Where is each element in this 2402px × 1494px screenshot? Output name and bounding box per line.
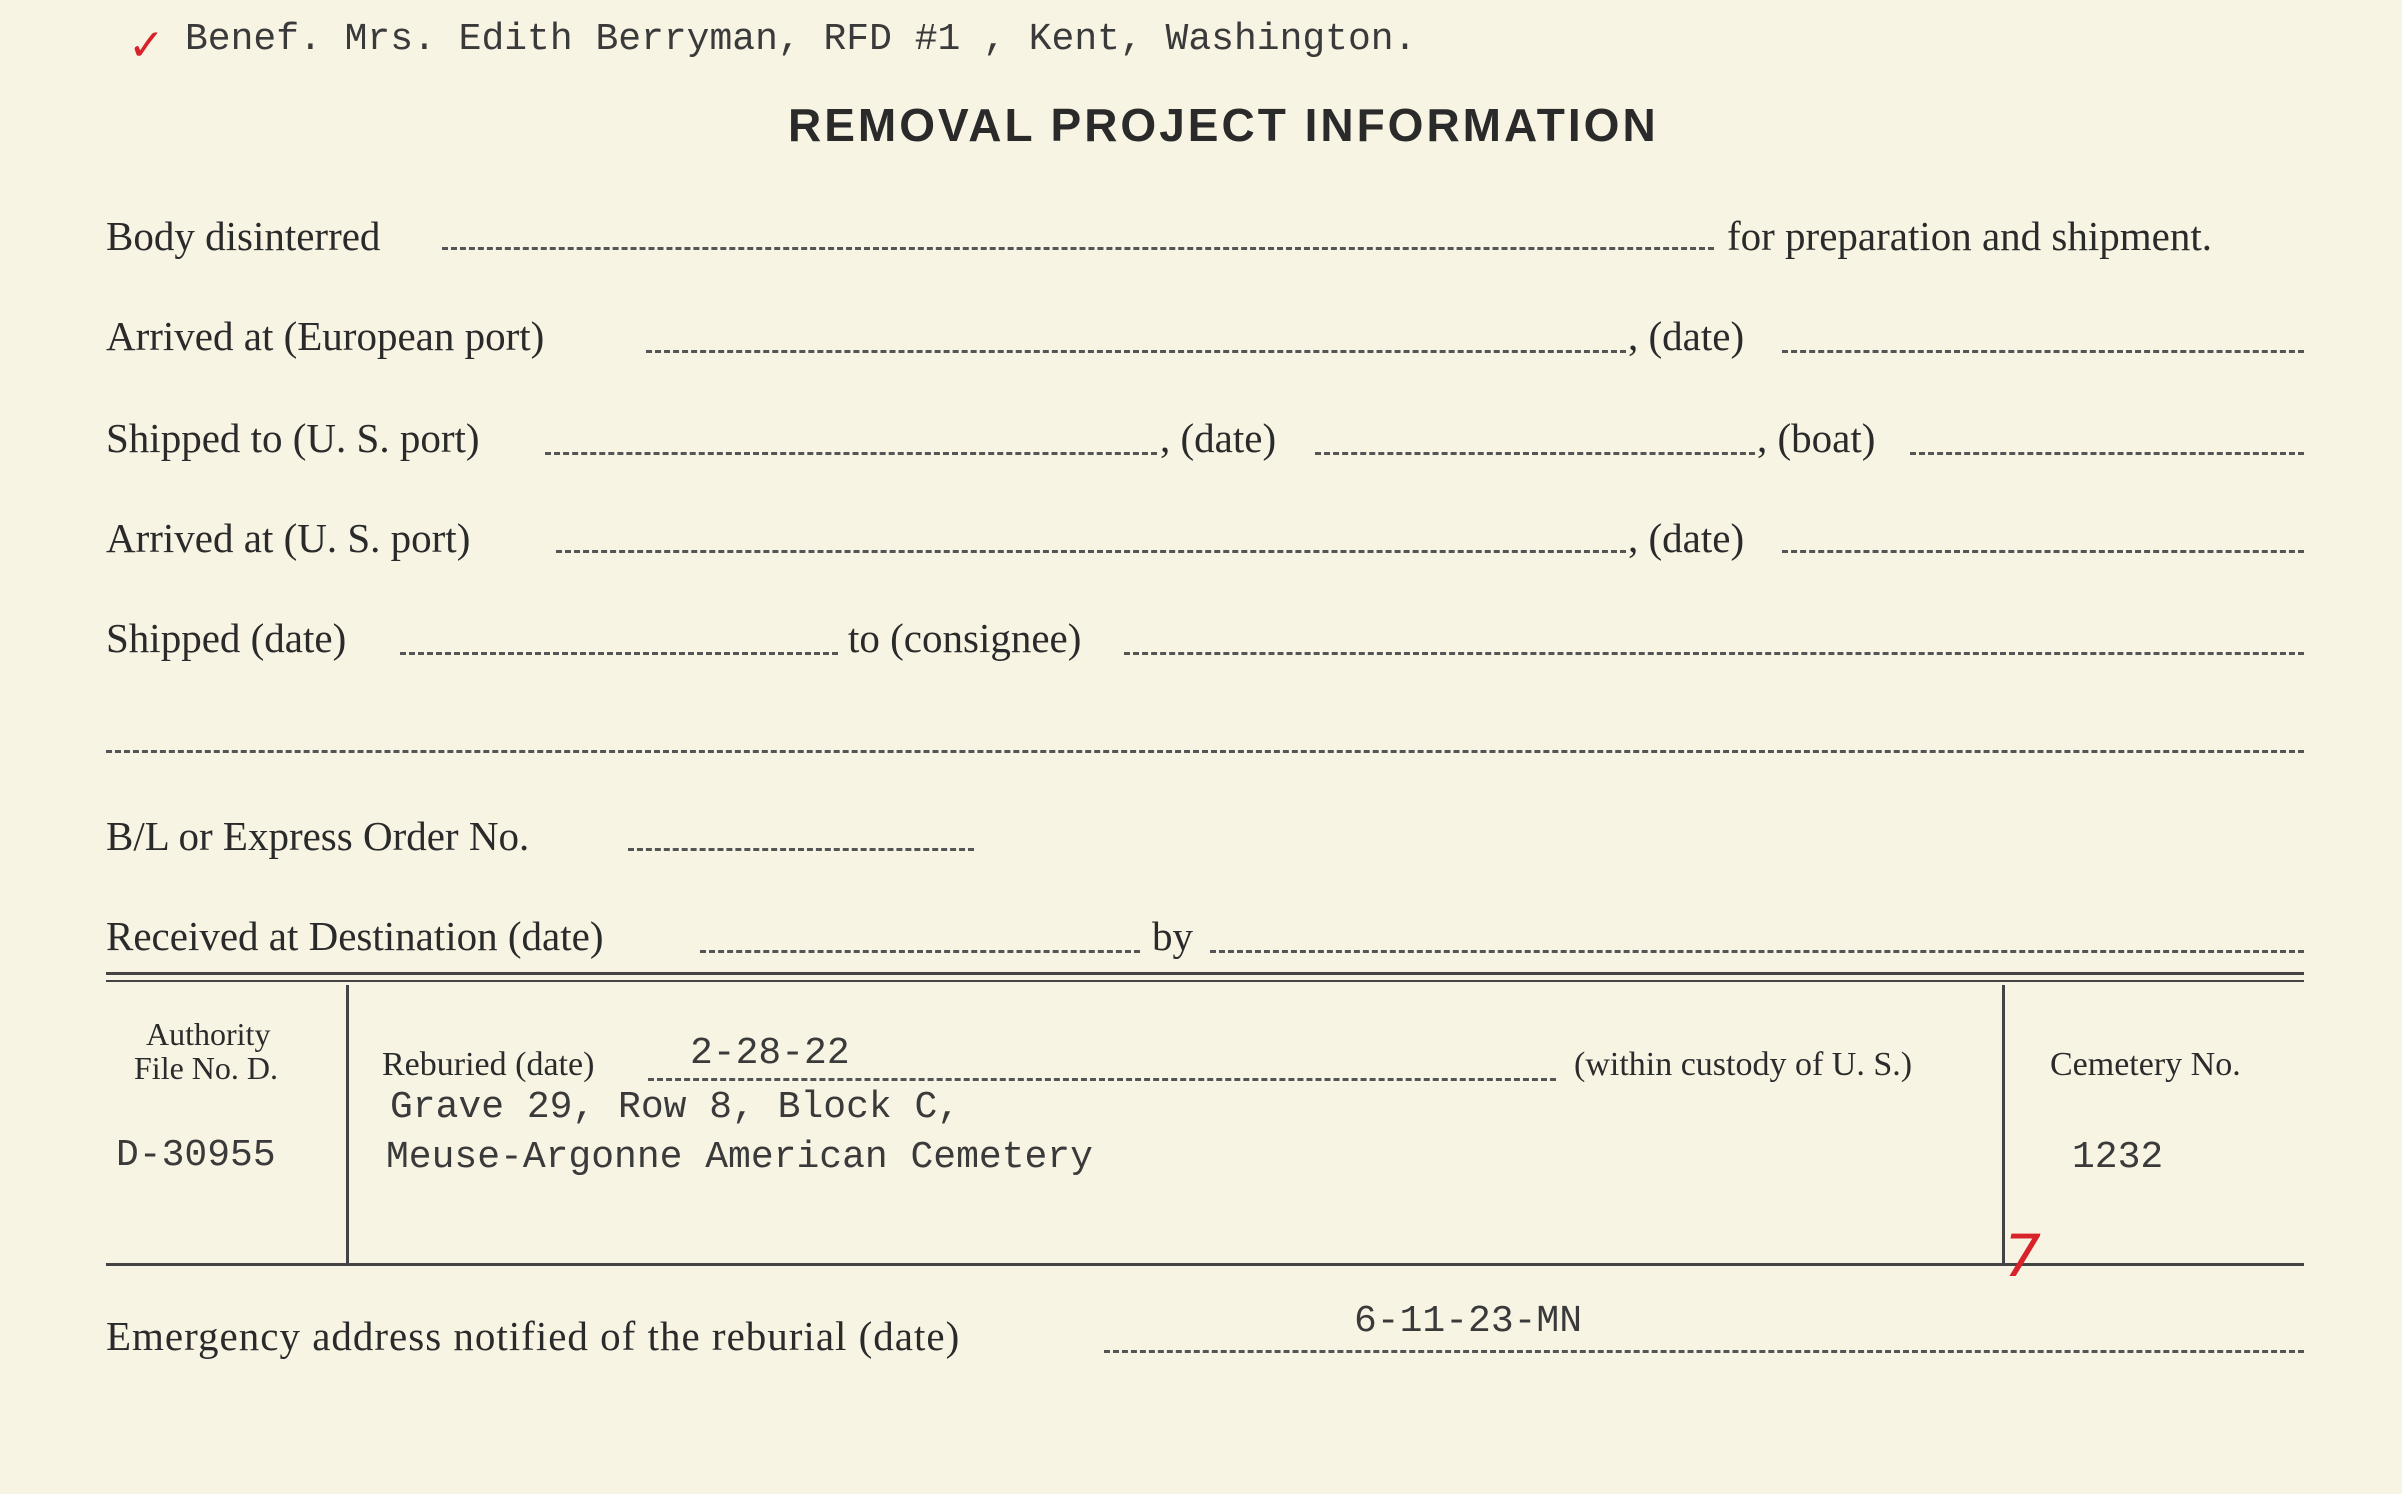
emergency-date-line [1104,1350,2304,1353]
reburied-label: Reburied (date) [382,1046,595,1083]
shipped-date-line [1315,452,1755,455]
emergency-date-value: 6-11-23-MN [1354,1300,1583,1343]
arrived-european-label: Arrived at (European port) [106,313,545,359]
bl-order-line [628,848,974,851]
card-title: REMOVAL PROJECT INFORMATION [788,99,1659,151]
emergency-label: Emergency address notified of the reburial (date) [106,1313,961,1359]
arrived-us-line [556,550,1626,553]
file-number-label: File No. D. [134,1050,278,1086]
consignee-label: to (consignee) [848,615,1082,661]
date-label-1: , (date) [1628,313,1745,359]
custody-label: (within custody of U. S.) [1574,1046,1913,1083]
box-bottom-rule [106,1263,2304,1266]
grave-location: Grave 29, Row 8, Block C, [390,1086,961,1129]
cemetery-name: Meuse-Argonne American Cemetery [386,1136,1093,1179]
arrived-date-line [1782,550,2304,553]
date-label-3: , (date) [1628,515,1745,561]
red-pencil-mark: 7 [2004,1222,2041,1290]
boat-line [1910,452,2304,455]
bl-order-label: B/L or Express Order No. [106,813,530,859]
preparation-label: for preparation and shipment. [1727,213,2213,259]
check-mark-icon: ✓ [128,20,165,71]
authority-label: Authority [146,1016,271,1052]
european-port-line [646,350,1626,353]
box-top-rule [106,972,2304,975]
cemetery-number-value: 1232 [2072,1136,2164,1179]
reburied-date-line [648,1078,1556,1081]
reburied-date-value: 2-28-22 [690,1032,850,1075]
received-date-line [700,950,1140,953]
consignee-line [1124,652,2304,655]
authority-file-value: D-30955 [116,1134,276,1177]
blank-line [106,750,2304,753]
body-disinterred-line [442,247,1714,250]
shipped-date-label: Shipped (date) [106,615,347,661]
by-label: by [1152,913,1193,959]
boat-label: , (boat) [1757,415,1876,461]
received-by-line [1210,950,2304,953]
cemetery-number-label: Cemetery No. [2050,1046,2241,1083]
arrived-us-label: Arrived at (U. S. port) [106,515,471,561]
shipped-to-us-label: Shipped to (U. S. port) [106,415,480,461]
box-top-rule-2 [106,980,2304,982]
european-date-line [1782,350,2304,353]
body-disinterred-label: Body disinterred [106,213,381,259]
box-divider-left [346,985,349,1263]
shipped-date-value-line [400,652,838,655]
received-label: Received at Destination (date) [106,913,604,959]
date-label-2: , (date) [1160,415,1277,461]
us-port-line [545,452,1157,455]
beneficiary-line: Benef. Mrs. Edith Berryman, RFD #1 , Kent, Washington. [185,18,1417,61]
